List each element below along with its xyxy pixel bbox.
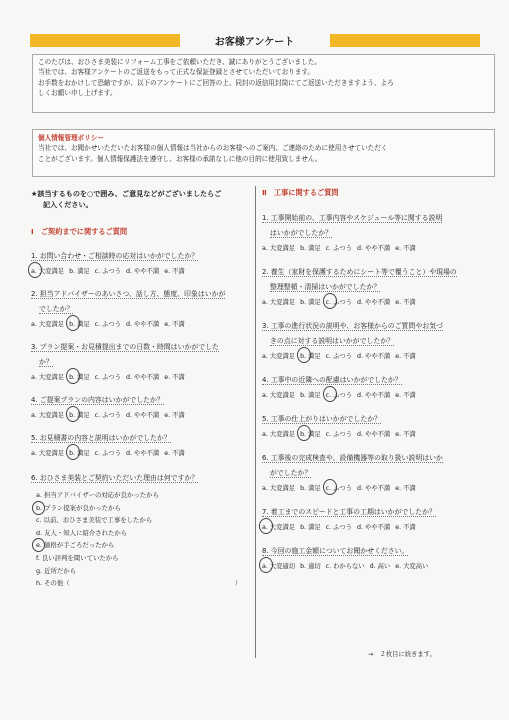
reason-option[interactable] [31, 527, 251, 540]
question-5 [262, 410, 494, 438]
instruction-note [31, 188, 251, 210]
answer-option[interactable]: c. ふつう [94, 374, 122, 381]
answer-option[interactable]: a. 大変満足 [31, 450, 65, 457]
reason-text: c. 以前、おひさま美装で工事をしたから [36, 516, 153, 525]
answer-option[interactable]: d. やや不満 [357, 431, 391, 438]
policy-line: ことがございます。個人情報保護法を遵守し、お客様の承諾なしに他の目的に使用致しません。 [38, 154, 322, 163]
answer-option[interactable]: e. 不満 [395, 299, 416, 306]
answer-option-selected[interactable]: b. 満足 [69, 374, 90, 381]
instruction-line: 記入ください。 [43, 200, 93, 209]
policy-box [32, 129, 495, 177]
reason-text: e. 価格が手ごろだったから [36, 541, 115, 550]
answer-option[interactable]: a. 大変満足 [262, 245, 296, 252]
left-column [31, 188, 251, 590]
answer-option[interactable]: b. 満足 [300, 524, 321, 531]
question-text: 2. 担当アドバイザーのあいさつ、話し方、態度、印象はいかが [31, 290, 226, 298]
policy-line: 当社では、お聞かせいただいたお客様の個人情報は当社からのお客様へのご案内、ご連絡のために使用させていただく [38, 144, 388, 153]
contract-questions [31, 247, 251, 457]
question-8 [262, 542, 494, 570]
question-text: でしたか？ [39, 305, 74, 313]
answer-option[interactable]: d. やや不満 [357, 392, 391, 399]
answer-options [262, 522, 494, 531]
answer-option-selected[interactable]: b. 満足 [69, 321, 90, 328]
answer-options [31, 448, 251, 457]
question-text: 2. 養生（家財を保護するためにシート等で覆うこと）や現場の [262, 268, 457, 276]
answer-option[interactable]: e. 大変高い [395, 563, 429, 570]
answer-option[interactable]: b. 満足 [300, 392, 321, 399]
answer-option[interactable]: c. ふつう [94, 268, 122, 275]
answer-option[interactable]: c. ふつう [325, 524, 353, 531]
answer-option-selected[interactable]: a. 大変満足 [31, 268, 65, 275]
column-divider [255, 186, 256, 658]
policy-title: 個人情報管理ポリシー [38, 134, 104, 142]
answer-option-selected[interactable]: a. 大変満足 [262, 524, 296, 531]
question-5 [31, 429, 251, 457]
answer-option[interactable]: e. 不満 [395, 353, 416, 360]
question-2 [262, 263, 494, 306]
instruction-line: ★該当するものを○で囲み、ご意見などがございましたらご [31, 189, 222, 198]
question-6 [262, 449, 494, 492]
answer-option-selected[interactable]: a. 大変適切 [262, 563, 296, 570]
answer-option[interactable]: d. やや不満 [126, 450, 160, 457]
section-title-construction: Ⅱ 工事に関するご質問 [262, 188, 339, 197]
question-4 [262, 371, 494, 399]
question-text: 整理整頓・清掃はいかがでしたか？ [270, 283, 381, 291]
answer-option[interactable]: e. 不満 [164, 321, 185, 328]
question-text: 1. お問い合わせ・ご相談時の応対はいかがでしたか？ [31, 252, 199, 260]
reason-option[interactable] [31, 565, 251, 578]
answer-option[interactable]: c. ふつう [325, 245, 353, 252]
answer-option-selected[interactable]: c. ふつう [325, 299, 353, 306]
answer-option[interactable]: e. 不満 [164, 268, 185, 275]
reason-text: h. その他（ [36, 579, 70, 588]
reason-option-selected[interactable] [31, 539, 251, 552]
question-text: はいかがでしたか？ [270, 229, 333, 237]
reason-option[interactable] [31, 577, 251, 590]
answer-option[interactable]: e. 不満 [395, 245, 416, 252]
answer-option[interactable]: a. 大変満足 [262, 392, 296, 399]
question-text: 4. ご提案プランの内容はいかがでしたか？ [31, 396, 164, 404]
question-1 [262, 209, 494, 252]
reason-text: b. プラン提案が良かったから [36, 503, 121, 512]
answer-option[interactable]: a. 大変満足 [31, 374, 65, 381]
answer-option[interactable]: d. やや不満 [126, 412, 160, 419]
answer-option[interactable]: e. 不満 [164, 412, 185, 419]
intro-line: お手数をおかけして恐縮ですが、以下のアンケートにご回答の上、同封の返信用封筒にてご返送いただきますよう、よろ [38, 78, 394, 87]
reason-list [31, 489, 251, 590]
answer-option-selected[interactable]: b. 満足 [300, 431, 321, 438]
answer-option-selected[interactable]: c. ふつう [325, 485, 353, 492]
question-text: 7. 着工までのスピードと工事の工期はいかがでしたか？ [262, 508, 436, 516]
question-text: がでしたか？ [270, 469, 312, 477]
answer-options [262, 483, 494, 492]
answer-option[interactable]: d. やや不満 [126, 321, 160, 328]
right-column [262, 188, 494, 570]
answer-option[interactable]: a. 大変満足 [31, 412, 65, 419]
question-text: 1. 工事開始前の、工事内容やスケジュール等に関する説明 [262, 214, 443, 222]
answer-options [262, 390, 494, 399]
answer-option[interactable]: b. 満足 [69, 268, 90, 275]
answer-options [262, 351, 494, 360]
answer-options [31, 319, 251, 328]
intro-line: このたびは、おひさま美装にリフォーム工事をご依頼いただき、誠にありがとうございました。 [38, 58, 321, 66]
answer-option[interactable]: d. やや不満 [357, 353, 391, 360]
answer-options [262, 297, 494, 306]
answer-option[interactable]: e. 不満 [164, 450, 185, 457]
reason-text: f. 良い評判を聞いていたから [36, 553, 119, 562]
answer-option[interactable]: d. やや不満 [357, 485, 391, 492]
question-text: 4. 工事中の近隣への配慮はいかがでしたか？ [262, 376, 402, 384]
question-text: きの点に対する説明はいかがでしたか？ [270, 337, 395, 345]
reason-text: g. 近所だから [36, 566, 77, 575]
answer-option[interactable]: b. 満足 [300, 485, 321, 492]
question-text: 3. 工事の進行状況の説明や、お客様からのご質問やお気づ [262, 322, 443, 330]
answer-option[interactable]: c. ふつう [94, 450, 122, 457]
answer-option[interactable]: c. ふつう [325, 431, 353, 438]
reason-text: a. 担当アドバイザーの対応が良かったから [36, 491, 159, 499]
question-text: 6. 工事後の完成検査や、設備機器等の取り扱い説明はいか [262, 454, 443, 462]
reason-option[interactable] [31, 514, 251, 527]
reason-option[interactable] [31, 552, 251, 565]
answer-option-selected[interactable]: b. 満足 [300, 353, 321, 360]
answer-option[interactable]: a. 大変満足 [262, 485, 296, 492]
reason-option[interactable] [31, 489, 251, 502]
answer-option[interactable]: b. 適切 [300, 563, 321, 570]
page-title: お客様アンケート [214, 37, 295, 48]
answer-options [262, 561, 494, 570]
answer-option-selected[interactable]: b. 満足 [69, 450, 90, 457]
answer-option[interactable]: a. 大変満足 [262, 431, 296, 438]
answer-option[interactable]: d. やや不満 [126, 268, 160, 275]
other-close-paren: ） [235, 579, 242, 588]
answer-option-selected[interactable]: b. 満足 [69, 412, 90, 419]
question-text: か？ [39, 358, 53, 366]
answer-option[interactable]: d. やや不満 [357, 299, 391, 306]
question-1 [31, 247, 251, 275]
answer-options [262, 429, 494, 438]
answer-option[interactable]: e. 不満 [164, 374, 185, 381]
question-7 [262, 503, 494, 531]
answer-options [31, 410, 251, 419]
answer-options [31, 372, 251, 381]
question-text: 8. 今回の施工金額についてお聞かせください。 [262, 547, 409, 555]
answer-option[interactable]: d. やや不満 [126, 374, 160, 381]
answer-option[interactable]: c. わからない [325, 563, 365, 570]
question-6 [31, 469, 251, 590]
reason-option-selected[interactable] [31, 502, 251, 515]
answer-option[interactable]: d. やや不満 [357, 245, 391, 252]
answer-options [262, 243, 494, 252]
answer-option[interactable]: a. 大変満足 [262, 353, 296, 360]
construction-questions [262, 209, 494, 570]
continued-note: → ２枚目に続きます。 [368, 651, 436, 658]
answer-option[interactable]: e. 不満 [395, 431, 416, 438]
answer-option[interactable]: b. 満足 [300, 299, 321, 306]
intro-line: 当社では、お客様アンケートのご返送をもって正式な保証登録とさせていただいております。 [38, 68, 315, 77]
reason-text: d. 友人・知人に紹介されたから [36, 528, 128, 537]
answer-option-selected[interactable]: c. ふつう [325, 392, 353, 399]
answer-option[interactable]: e. 不満 [395, 392, 416, 399]
answer-option[interactable]: c. ふつう [94, 321, 122, 328]
answer-option[interactable]: c. ふつう [94, 412, 122, 419]
answer-option[interactable]: c. ふつう [325, 353, 353, 360]
intro-line: しくお願い申し上げます。 [38, 89, 117, 98]
answer-option[interactable]: b. 満足 [300, 245, 321, 252]
answer-option[interactable]: e. 不満 [395, 524, 416, 531]
question-text: 3. プラン提案・お見積提出までの日数・時間はいかがでした [31, 343, 219, 351]
question-2 [31, 285, 251, 328]
question-text: 5. 工事の仕上がりはいかがでしたか？ [262, 415, 382, 423]
question-3 [31, 338, 251, 381]
answer-option[interactable]: d. 高い [369, 563, 391, 570]
question-4 [31, 391, 251, 419]
question-text: 6. おひさま美装とご契約いただいた理由は何ですか？ [31, 474, 199, 482]
answer-option[interactable]: a. 大変満足 [262, 299, 296, 306]
answer-options [31, 266, 251, 275]
intro-box [32, 54, 495, 113]
question-text: 5. お見積書の内容と説明はいかがでしたか？ [31, 434, 171, 442]
section-title-contract: Ⅰ ご契約までに関するご質問 [31, 227, 128, 236]
question-3 [262, 317, 494, 360]
answer-option[interactable]: a. 大変満足 [31, 321, 65, 328]
answer-option[interactable]: d. やや不満 [357, 524, 391, 531]
answer-option[interactable]: e. 不満 [395, 485, 416, 492]
